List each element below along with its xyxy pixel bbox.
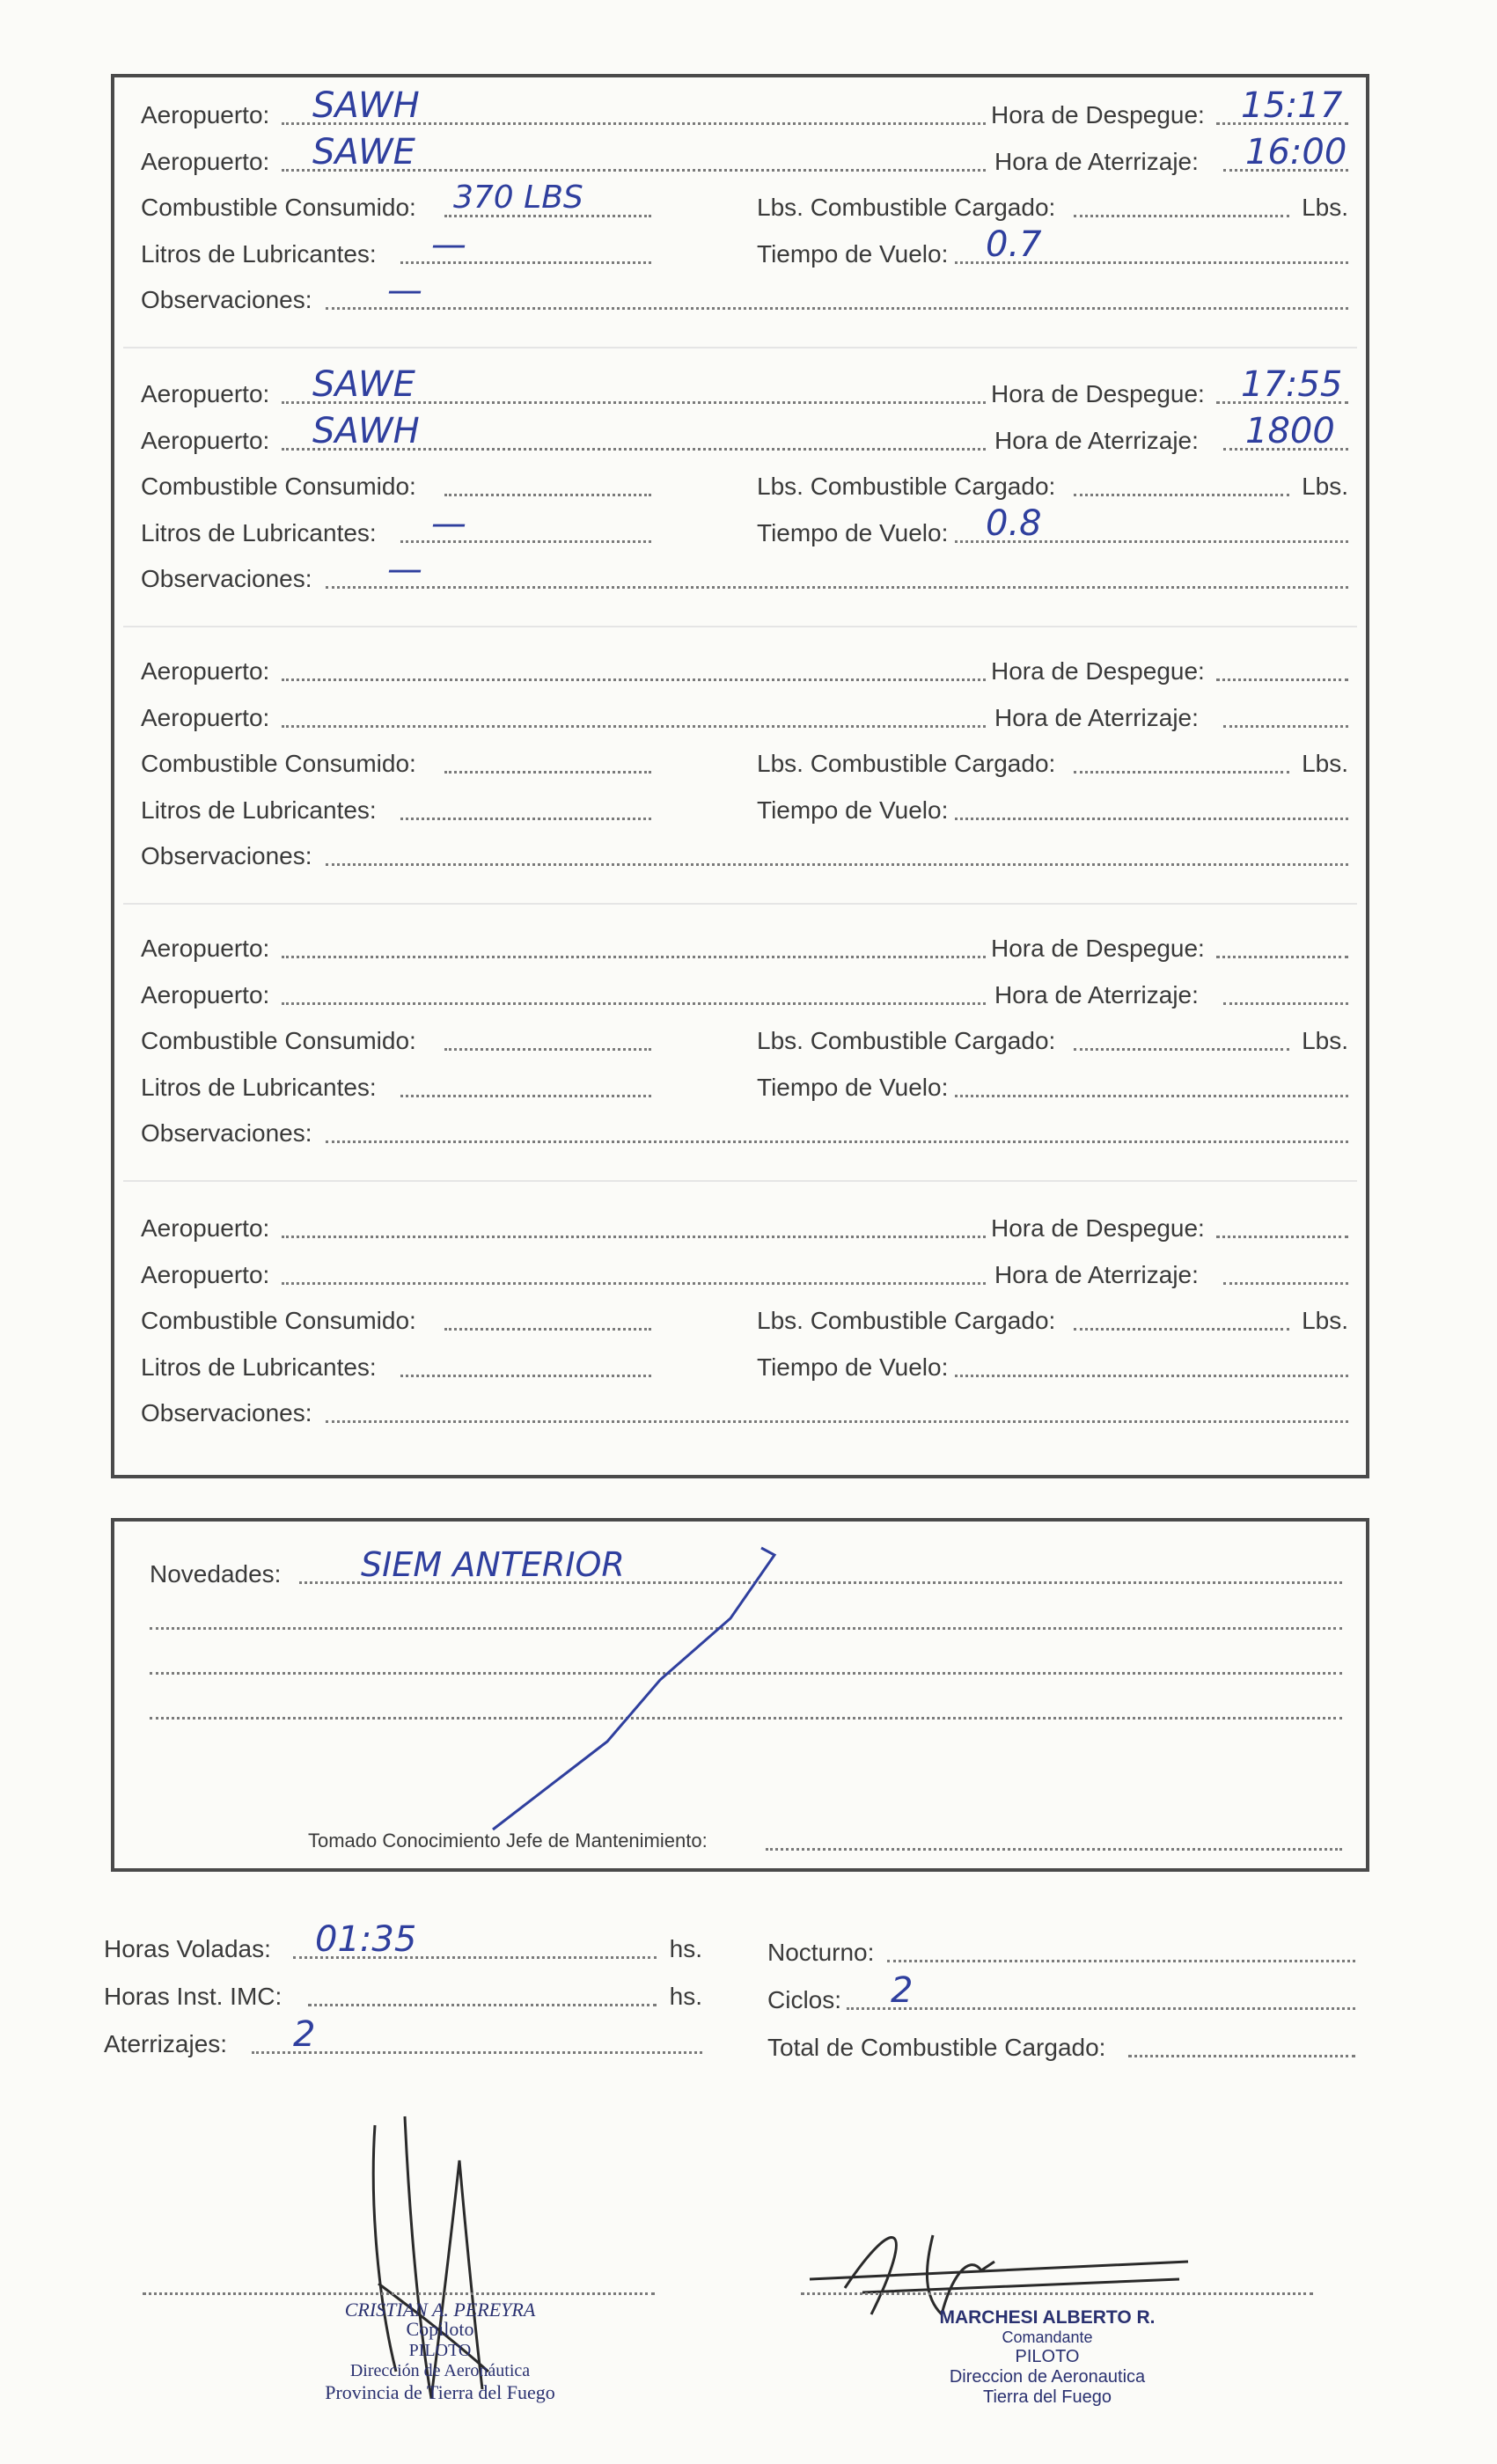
left-stamp-dept: Dirección de Aeronáutica [349, 2361, 531, 2380]
horas-voladas-value[interactable]: 01:35 [315, 1919, 417, 1960]
observaciones-label: Observaciones: [141, 1119, 312, 1147]
aeropuerto-label: Aeropuerto: [141, 657, 270, 685]
entry-separator [123, 1180, 1357, 1182]
flight-log-box [111, 74, 1369, 1478]
observaciones-value[interactable]: — [387, 549, 422, 590]
mantenimiento-label: Tomado Conocimiento Jefe de Mantenimiento: [308, 1830, 708, 1852]
aeropuerto-label: Aeropuerto: [141, 1260, 270, 1288]
left-signature-line [143, 2292, 655, 2295]
aeropuerto-label: Aeropuerto: [141, 1214, 270, 1242]
tiempo-vuelo-label: Tiempo de Vuelo: [757, 518, 949, 546]
tiempo-vuelo-label: Tiempo de Vuelo: [757, 796, 949, 824]
entry-separator [123, 903, 1357, 905]
observaciones-label: Observaciones: [141, 842, 312, 869]
novedades-box [111, 1518, 1369, 1872]
lbs-suffix: Lbs. [1302, 194, 1348, 221]
combustible-cargado-label: Lbs. Combustible Cargado: [757, 1307, 1056, 1334]
combustible-cargado-label: Lbs. Combustible Cargado: [757, 473, 1056, 500]
ciclos-value[interactable]: 2 [891, 1970, 914, 2011]
tiempo-vuelo-value[interactable]: 0.7 [986, 224, 1042, 265]
hora-despegue-label: Hora de Despegue: [991, 1214, 1205, 1242]
hora-aterrizaje-label: Hora de Aterrizaje: [994, 1260, 1199, 1288]
litros-lubricantes-value[interactable]: — [431, 502, 466, 544]
hora-despegue-label: Hora de Despegue: [991, 101, 1205, 128]
litros-lubricantes-label: Litros de Lubricantes: [141, 239, 377, 268]
right-stamp [898, 2307, 1197, 2408]
tiempo-vuelo-label: Tiempo de Vuelo: [757, 1353, 949, 1381]
aeropuerto-label: Aeropuerto: [141, 101, 270, 128]
right-stamp-title: PILOTO [1015, 2347, 1080, 2366]
tiempo-vuelo-label: Tiempo de Vuelo: [757, 239, 949, 268]
combustible-cargado-label: Lbs. Combustible Cargado: [757, 1027, 1056, 1054]
total-combustible-label: Total de Combustible Cargado: [767, 2034, 1106, 2061]
tiempo-vuelo-label: Tiempo de Vuelo: [757, 1073, 949, 1101]
observaciones-label: Observaciones: [141, 565, 312, 592]
combustible-consumido-label: Combustible Consumido: [141, 1027, 416, 1054]
novedades-value[interactable]: SIEM ANTERIOR [361, 1545, 625, 1584]
hs-suffix: hs. [669, 1935, 702, 1962]
hora-aterrizaje-value[interactable]: 16:00 [1245, 131, 1347, 172]
tiempo-vuelo-value[interactable]: 0.8 [986, 502, 1042, 544]
ciclos-label: Ciclos: [767, 1986, 842, 2013]
combustible-cargado-label: Lbs. Combustible Cargado: [757, 194, 1056, 221]
aeropuerto-label: Aeropuerto: [141, 935, 270, 962]
right-stamp-dept: Direccion de Aeronautica [949, 2367, 1146, 2387]
left-stamp-province: Provincia de Tierra del Fuego [325, 2381, 555, 2403]
novedades-label: Novedades: [150, 1560, 282, 1588]
nocturno-label: Nocturno: [767, 1939, 875, 1966]
lbs-suffix: Lbs. [1302, 473, 1348, 500]
lbs-suffix: Lbs. [1302, 750, 1348, 777]
aeropuerto-label: Aeropuerto: [141, 980, 270, 1008]
right-stamp-province: Tierra del Fuego [983, 2387, 1112, 2407]
left-stamp-name: CRISTIAN A. PEREYRA [344, 2299, 536, 2321]
observaciones-value[interactable]: — [387, 270, 422, 311]
left-stamp [290, 2299, 590, 2404]
hs-suffix: hs. [669, 1983, 702, 2010]
hora-aterrizaje-value[interactable]: 1800 [1245, 410, 1335, 451]
horas-voladas-label: Horas Voladas: [104, 1935, 271, 1962]
right-signature-line [801, 2292, 1313, 2295]
observaciones-label: Observaciones: [141, 1399, 312, 1426]
right-stamp-role: Comandante [1002, 2328, 1093, 2346]
hora-aterrizaje-label: Hora de Aterrizaje: [994, 147, 1199, 175]
left-stamp-title: PILOTO [408, 2341, 472, 2360]
litros-lubricantes-label: Litros de Lubricantes: [141, 1073, 377, 1101]
right-stamp-name: MARCHESI ALBERTO R. [939, 2307, 1156, 2328]
litros-lubricantes-value[interactable]: — [431, 224, 466, 265]
entry-separator [123, 347, 1357, 348]
litros-lubricantes-label: Litros de Lubricantes: [141, 1353, 377, 1381]
aeropuerto-origen-value[interactable]: SAWH [312, 85, 420, 126]
litros-lubricantes-label: Litros de Lubricantes: [141, 518, 377, 546]
aeropuerto-origen-value[interactable]: SAWE [312, 364, 415, 405]
aeropuerto-destino-value[interactable]: SAWH [312, 410, 420, 451]
combustible-consumido-label: Combustible Consumido: [141, 473, 416, 500]
hora-despegue-value[interactable]: 15:17 [1241, 85, 1343, 126]
hora-aterrizaje-label: Hora de Aterrizaje: [994, 980, 1199, 1008]
aeropuerto-label: Aeropuerto: [141, 426, 270, 454]
combustible-consumido-label: Combustible Consumido: [141, 1307, 416, 1334]
lbs-suffix: Lbs. [1302, 1307, 1348, 1334]
hora-despegue-label: Hora de Despegue: [991, 935, 1205, 962]
lbs-suffix: Lbs. [1302, 1027, 1348, 1054]
observaciones-label: Observaciones: [141, 286, 312, 313]
aeropuerto-label: Aeropuerto: [141, 380, 270, 407]
entry-separator [123, 626, 1357, 627]
left-stamp-role: Copiloto [406, 2318, 474, 2340]
combustible-cargado-label: Lbs. Combustible Cargado: [757, 750, 1056, 777]
aeropuerto-label: Aeropuerto: [141, 703, 270, 731]
horas-imc-label: Horas Inst. IMC: [104, 1983, 283, 2010]
aeropuerto-destino-value[interactable]: SAWE [312, 131, 415, 172]
hora-despegue-label: Hora de Despegue: [991, 380, 1205, 407]
aeropuerto-label: Aeropuerto: [141, 147, 270, 175]
hora-despegue-label: Hora de Despegue: [991, 657, 1205, 685]
aterrizajes-label: Aterrizajes: [104, 2030, 228, 2057]
hora-aterrizaje-label: Hora de Aterrizaje: [994, 703, 1199, 731]
litros-lubricantes-label: Litros de Lubricantes: [141, 796, 377, 824]
hora-despegue-value[interactable]: 17:55 [1241, 364, 1343, 405]
aterrizajes-value[interactable]: 2 [293, 2014, 316, 2055]
hora-aterrizaje-label: Hora de Aterrizaje: [994, 426, 1199, 454]
combustible-consumido-label: Combustible Consumido: [141, 194, 416, 221]
combustible-consumido-label: Combustible Consumido: [141, 750, 416, 777]
combustible-consumido-value[interactable]: 370 LBS [453, 180, 583, 216]
